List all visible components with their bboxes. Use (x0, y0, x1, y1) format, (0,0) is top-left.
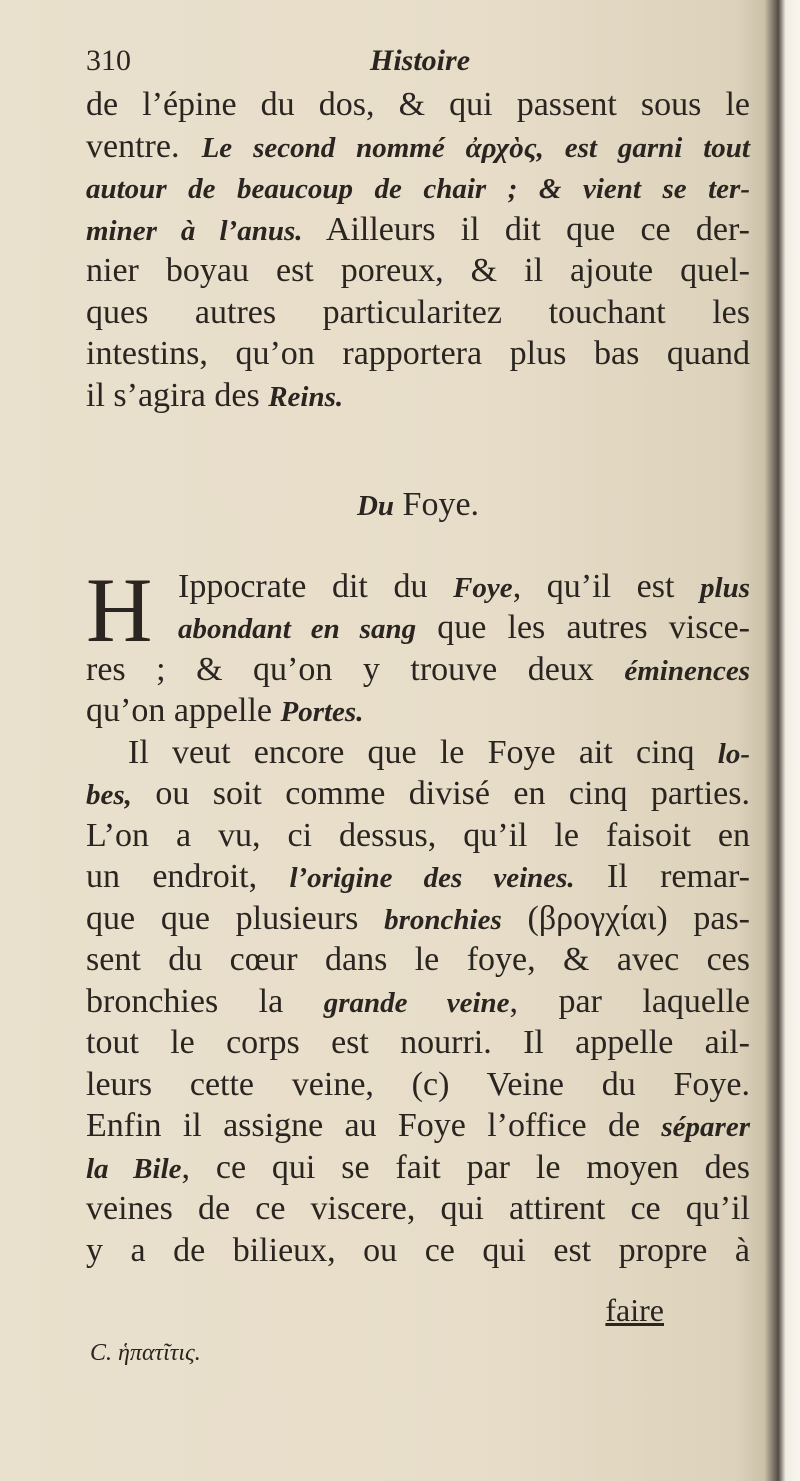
text-run: res ; & qu’on y trouve deux (86, 650, 625, 688)
text-line (86, 607, 750, 649)
section-heading (86, 484, 750, 526)
catchword: faire (605, 1292, 664, 1328)
italic-text: Portes. (280, 696, 364, 728)
text-run: , par laquelle (509, 982, 751, 1020)
text-line (86, 981, 750, 1023)
text-run: Ippocrate dit du (178, 567, 454, 605)
text-line (86, 333, 750, 375)
page-content (86, 40, 750, 1271)
text-run: ques autres particularitez touchant les (86, 293, 750, 331)
text-line (86, 84, 750, 126)
text-run: , qu’il est (512, 567, 701, 605)
text-run: il s’agira des (86, 376, 269, 414)
text-line (86, 1230, 750, 1272)
italic-text: miner à l’anus. (86, 214, 303, 247)
text-run: qu’on appelle (86, 692, 281, 729)
text-line (86, 773, 750, 815)
text-run: veines de ce viscere, qui attirent ce qu’il (86, 1190, 750, 1227)
text-run: nier boyau est poreux, & il ajoute quel- (86, 252, 750, 289)
book-spine-shadow (764, 0, 800, 1481)
text-line (86, 209, 750, 251)
text-line (86, 939, 750, 981)
text-line (86, 167, 750, 209)
italic-text: bronchies (384, 903, 502, 936)
text-line (86, 732, 750, 774)
text-line (86, 690, 750, 732)
text-run: (βρογχίαι) pas- (501, 899, 751, 937)
text-run: leurs cette veine, (c) Veine du Foye. (86, 1065, 750, 1103)
text-line (86, 566, 750, 608)
page-number: 310 (86, 44, 131, 77)
text-run: ou soit comme divisé en cinq parties. (131, 775, 750, 812)
text-run: que les autres visce- (416, 609, 750, 646)
text-run: y a de bilieux, ou ce qui est propre à (86, 1231, 750, 1269)
footnote: C. ἡπατῖτις. (90, 1340, 201, 1366)
italic-text: bes, (86, 779, 132, 811)
drop-cap: H (86, 558, 153, 661)
text-line (86, 898, 750, 940)
text-run: , ce qui se fait par le moyen des (181, 1148, 750, 1186)
text-line (86, 649, 750, 691)
text-run: ventre. (86, 127, 202, 165)
paragraph-liver-intro (86, 558, 750, 732)
text-line (86, 292, 750, 334)
italic-text: grande veine (323, 986, 510, 1019)
section-heading-title: Foye. (402, 486, 480, 523)
text-line (86, 1105, 750, 1147)
italic-text: l’origine des veines. (289, 862, 575, 894)
italic-text: Reins. (268, 380, 344, 413)
text-line (86, 126, 750, 168)
text-run: sent du cœur dans le foye, & avec ces (86, 941, 750, 978)
text-run: intestins, qu’on rapportera plus bas quand (86, 335, 750, 372)
italic-text: plus (700, 571, 750, 604)
text-run: de l’épine du dos, & qui passent sous le (86, 86, 750, 123)
page-header (86, 40, 750, 84)
text-run: un endroit, (86, 858, 290, 895)
text-line (86, 1064, 750, 1106)
italic-text: autour de beaucoup de chair ; & vient se ter- (86, 173, 750, 205)
italic-text: Foye (453, 571, 513, 604)
text-line (86, 1188, 750, 1230)
paragraph-liver-lobes (86, 732, 750, 1272)
italic-text: éminences (624, 654, 750, 687)
text-run: tout le corps est nourri. Il appelle ail- (86, 1024, 750, 1061)
text-run: L’on a vu, ci dessus, qu’il le faisoit en (86, 816, 750, 854)
text-run: Ailleurs il dit que ce der- (302, 210, 750, 248)
paragraph-intestines (86, 84, 750, 416)
italic-text: Le second nommé ἀρχὸς, est garni tout (201, 131, 750, 164)
italic-text: séparer (661, 1111, 750, 1143)
text-line (86, 375, 750, 417)
text-line (86, 856, 750, 898)
italic-text: la Bile (86, 1152, 182, 1185)
text-line (86, 815, 750, 857)
text-run: Il veut encore que le Foye ait cinq (128, 733, 718, 771)
text-run: Enfin il assigne au Foye l’office de (86, 1107, 662, 1144)
text-line (86, 250, 750, 292)
text-line (86, 1022, 750, 1064)
running-title: Histoire (370, 44, 471, 77)
italic-text: lo- (717, 737, 750, 770)
italic-text: abondant en sang (178, 613, 417, 645)
text-run: bronchies la (86, 982, 324, 1020)
section-heading-prefix: Du (356, 490, 395, 522)
text-line (86, 1147, 750, 1189)
text-run: Il remar- (574, 858, 751, 895)
text-run: que que plusieurs (86, 899, 385, 937)
